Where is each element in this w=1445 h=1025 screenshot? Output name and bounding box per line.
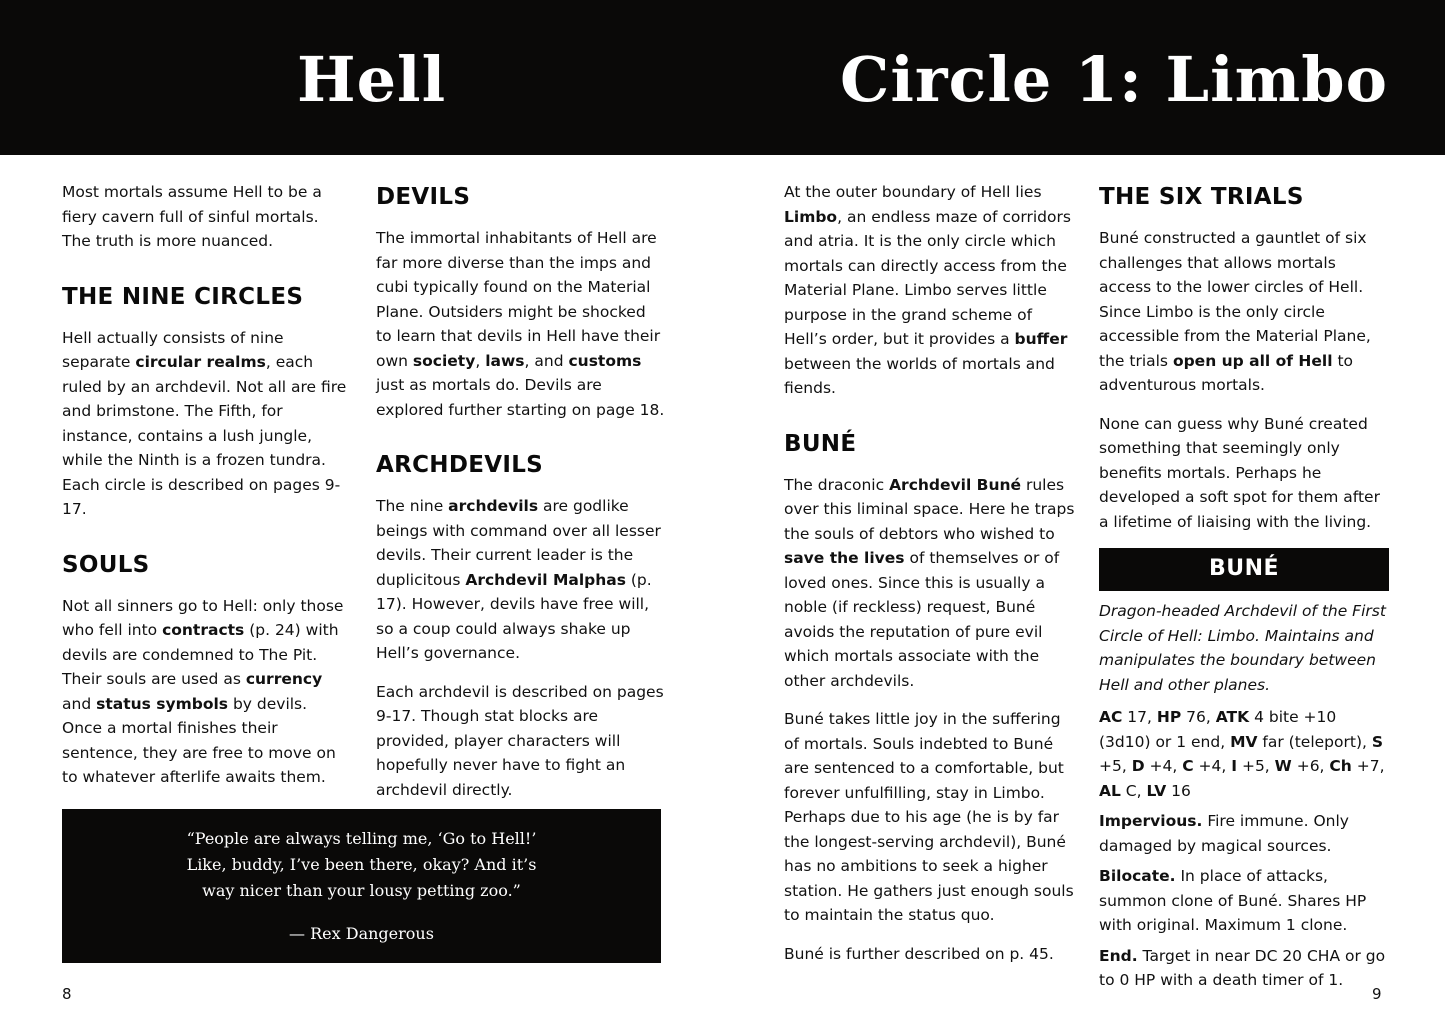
stat-ability-impervious: Impervious. Fire immune. Only damaged by magical sources. — [1099, 812, 1349, 855]
quote-line-1: “People are always telling me, ‘Go to Hell!’ — [186, 829, 537, 848]
souls-paragraph: Not all sinners go to Hell: only those who fell into contracts (p. 24) with devils are condemned to The Pit. Their souls are used as currency and status symbols by devils. Once a mortal finishes their sentence, they are free to move on to whatever afterlife awaits them. — [62, 596, 344, 786]
stat-block-description: Dragon-headed Archdevil of the First Circle of Hell: Limbo. Maintains and manipulates the boundary between Hell and other planes. — [1099, 602, 1386, 694]
title-banner — [0, 0, 1445, 155]
stat-block-title: BUNÉ — [1099, 548, 1389, 591]
stat-ability-end: End. Target in near DC 20 CHA or go to 0 HP with a death timer of 1. — [1099, 946, 1386, 989]
bune-paragraph-2: Buné takes little joy in the suffering of mortals. Souls indebted to Buné are sentenced to a comfortable, but forever unfulfilling, stay in Limbo. Perhaps due to his age (he is by far the longest-serving archdevil), Buné has no ambitions to seek a higher station. He gathers just enough souls to maintain the status quo. — [784, 710, 1074, 924]
right-column-1 — [784, 180, 1076, 980]
bune-paragraph-3: Buné is further described on p. 45. — [784, 944, 1054, 963]
limbo-intro-paragraph: At the outer boundary of Hell lies Limbo, an endless maze of corridors and atria. It is the only circle which mortals can directly access from the Material Plane. Limbo serves little purpose in the grand scheme of Hell’s order, but it provides a buffer between the worlds of mortals and fiends. — [784, 183, 1071, 397]
archdevils-paragraph: The nine archdevils are godlike beings with command over all lesser devils. Their current leader is the duplicitous Archdevil Malphas (p. 17). However, devils have free will, so a coup could always shake up Hell’s governance. — [376, 497, 661, 662]
stat-ability-bilocate: Bilocate. In place of attacks, summon clone of Buné. Shares HP with original. Maximum 1 clone. — [1099, 867, 1367, 934]
devils-paragraph: The immortal inhabitants of Hell are far more diverse than the imps and cubi typically found on the Material Plane. Outsiders might be shocked to learn that devils in Hell have their own society, laws, and customs just as mortals do. Devils are explored further starting on page 18. — [376, 229, 665, 419]
intro-paragraph: Most mortals assume Hell to be a fiery cavern full of sinful mortals. The truth is more nuanced. — [62, 183, 322, 250]
archdevils-paragraph-2: Each archdevil is described on pages 9-17. Though stat blocks are provided, player characters will hopefully never have to fight an archdevil directly. — [376, 682, 664, 799]
heading-souls: SOULS — [62, 551, 150, 578]
page-title-hell: Hell — [297, 43, 447, 116]
stat-block-stats: AC 17, HP 76, ATK 4 bite +10 (3d10) or 1 end, MV far (teleport), S +5, D +4, C +4, I +5, W +6, Ch +7, AL C, LV 16 — [1099, 708, 1385, 800]
page-number-right: 9 — [1372, 985, 1382, 1003]
heading-devils: DEVILS — [376, 184, 471, 210]
quote-attribution: — Rex Dangerous — [289, 924, 434, 943]
left-column-2 — [376, 180, 666, 816]
page-number-left: 8 — [62, 985, 72, 1003]
six-trials-paragraph: Buné constructed a gauntlet of six challenges that allows mortals access to the lower circles of Hell. Since Limbo is the only circle accessible from the Material Plane, the trials open up all of Hell to adventurous mortals. — [1099, 229, 1371, 394]
quote-line-2: Like, buddy, I’ve been there, okay? And it’s — [186, 855, 537, 874]
six-trials-paragraph-2: None can guess why Buné created something that seemingly only benefits mortals. Perhaps he developed a soft spot for them after a lifetime of liaising with the living. — [1099, 414, 1380, 531]
heading-six-trials: THE SIX TRIALS — [1099, 184, 1304, 210]
quote-line-3: way nicer than your lousy petting zoo.” — [202, 881, 521, 900]
right-column-2 — [1099, 180, 1389, 999]
quote-box — [62, 809, 661, 963]
page-title-limbo: Circle 1: Limbo — [840, 43, 1388, 116]
heading-nine-circles: THE NINE CIRCLES — [62, 283, 304, 310]
heading-bune: BUNÉ — [784, 430, 857, 457]
nine-circles-paragraph: Hell actually consists of nine separate circular realms, each ruled by an archdevil. Not all are fire and brimstone. The Fifth, for instance, contains a lush jungle, while the Ninth is a frozen tundra. Each circle is described on pages 9-17. — [62, 328, 347, 518]
heading-archdevils: ARCHDEVILS — [376, 452, 544, 478]
bune-paragraph-1: The draconic Archdevil Buné rules over this liminal space. Here he traps the souls of debtors who wished to save the lives of themselves or of loved ones. Since this is usually a noble (if reckless) request, Buné avoids the reputation of pure evil which mortals associate with the other archdevils. — [784, 475, 1075, 690]
left-column-1 — [62, 180, 352, 804]
